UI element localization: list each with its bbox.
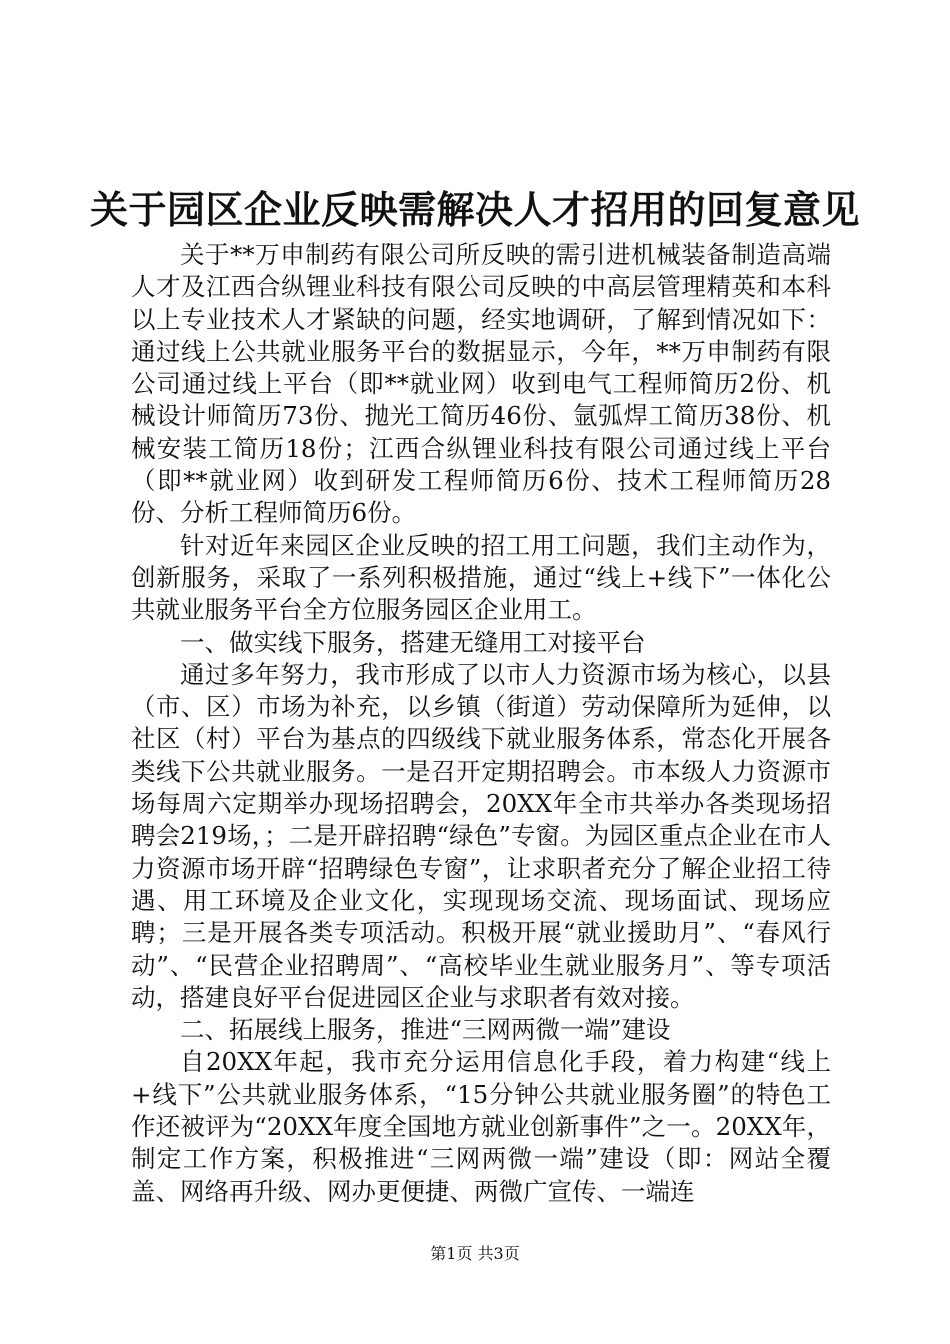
document-title: 关于园区企业反映需解决人才招用的回复意见 xyxy=(89,187,860,232)
paragraph-offline-services: 通过多年努力，我市形成了以市人力资源市场为核心，以县（市、区）市场为补充，以乡镇（街道）劳动保障所为延伸，以社区（村）平台为基点的四级线下就业服务体系，常态化开展各类线下公共就业服务。一是召开定期招聘会。市本级人力资源市场每周六定期举办现场招聘会，20XX年全市共举办各类现场招聘会219场，；二是开辟招聘“绿色”专窗。为园区重点企业在市人力资源市场开辟“招聘绿色专窗”，让求职者充分了解企业招工待遇、用工环境及企业文化，实现现场交流、现场面试、现场应聘；三是开展各类专项活动。积极开展“就业援助月”、“春风行动”、“民营企业招聘周”、“高校毕业生就业服务月”、等专项活动，搭建良好平台促进园区企业与求职者有效对接。 xyxy=(131,659,831,1012)
paragraph-intro: 关于**万申制药有限公司所反映的需引进机械装备制造高端人才及江西合纵锂业科技有限公司反映的中高层管理精英和本科以上专业技术人才紧缺的问题，经实地调研，了解到情况如下：通过线上公共就业服务平台的数据显示，今年，**万申制药有限公司通过线上平台（即**就业网）收到电气工程师简历2份、机械设计师简历73份、抛光工简历46份、氩弧焊工简历38份、机械安装工简历18份；江西合纵锂业科技有限公司通过线上平台（即**就业网）收到研发工程师简历6份、技术工程师简历28份、分析工程师简历6份。 xyxy=(131,240,831,528)
paragraph-measures: 针对近年来园区企业反映的招工用工问题，我们主动作为，创新服务，采取了一系列积极措施，通过“线上+线下”一体化公共就业服务平台全方位服务园区企业用工。 xyxy=(131,530,831,625)
document-body xyxy=(131,239,831,1208)
page-footer: 第1页 共3页 xyxy=(430,1244,520,1263)
section-heading-offline: 一、做实线下服务，搭建无缝用工对接平台 xyxy=(180,627,646,657)
paragraph-online-services: 自20XX年起，我市充分运用信息化手段，着力构建“线上+线下”公共就业服务体系，“15分钟公共就业服务圈”的特色工作还被评为“20XX年度全国地方就业创新事件”之一。20XX年，制定工作方案，积极推进“三网两微一端”建设（即：网站全覆盖、网络再升级、网办更便捷、两微广宣传、一端连 xyxy=(131,1047,831,1206)
section-heading-online: 二、拓展线上服务，推进“三网两微一端”建设 xyxy=(180,1015,671,1045)
